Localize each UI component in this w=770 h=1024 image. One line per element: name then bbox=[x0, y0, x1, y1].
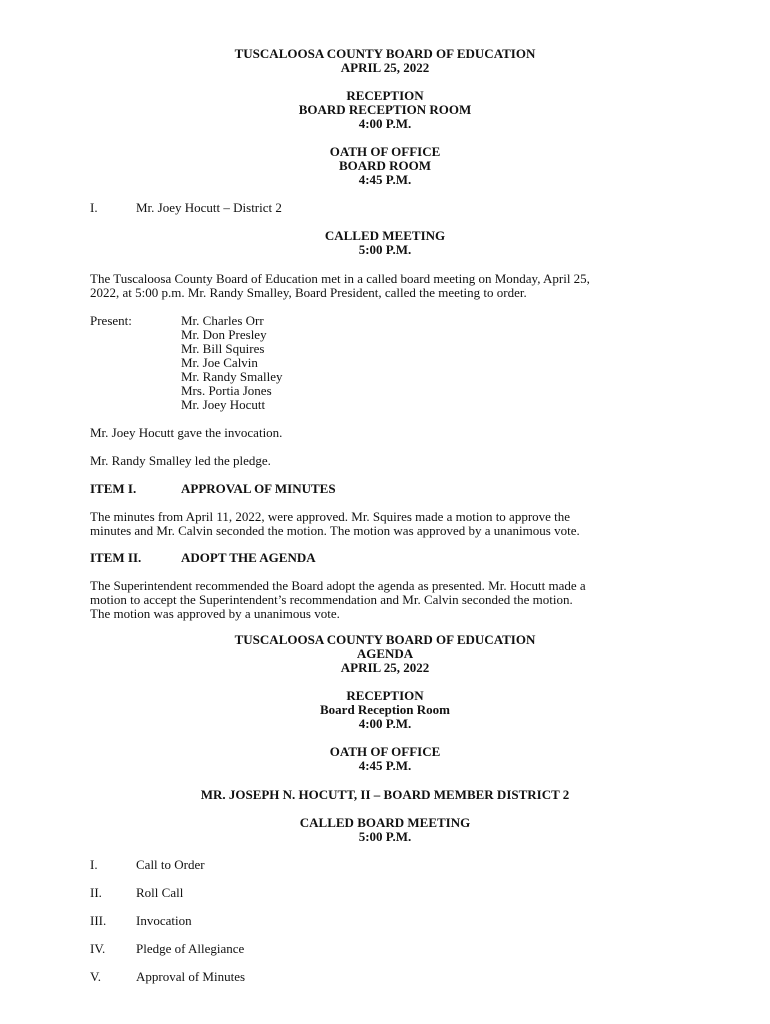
present-label: Present: bbox=[90, 313, 132, 328]
agenda-item-number: I. bbox=[90, 857, 98, 872]
present-member: Mr. Randy Smalley bbox=[181, 369, 283, 384]
page-title: TUSCALOOSA COUNTY BOARD OF EDUCATION bbox=[234, 46, 536, 61]
present-member: Mr. Don Presley bbox=[181, 327, 267, 342]
intro-line: The Tuscaloosa County Board of Education met in a called board meeting on Monday, April 25, bbox=[90, 271, 590, 286]
agenda-date: APRIL 25, 2022 bbox=[340, 660, 430, 675]
reception-time: 4:00 P.M. bbox=[358, 116, 412, 131]
item2-title: ADOPT THE AGENDA bbox=[181, 550, 316, 565]
item2-body-line: The Superintendent recommended the Board adopt the agenda as presented. Mr. Hocutt made a bbox=[90, 578, 586, 593]
meeting-date: APRIL 25, 2022 bbox=[340, 60, 430, 75]
present-member: Mr. Joey Hocutt bbox=[181, 397, 266, 412]
present-member: Mr. Bill Squires bbox=[181, 341, 265, 356]
agenda-item-number: V. bbox=[90, 969, 101, 984]
agenda-item-text: Pledge of Allegiance bbox=[136, 941, 245, 956]
agenda-reception-time: 4:00 P.M. bbox=[358, 716, 412, 731]
oath-time: 4:45 P.M. bbox=[358, 172, 412, 187]
agenda-called-time: 5:00 P.M. bbox=[358, 829, 412, 844]
item1-title: APPROVAL OF MINUTES bbox=[181, 481, 336, 496]
agenda-item-number: II. bbox=[90, 885, 102, 900]
agenda-reception-location: Board Reception Room bbox=[320, 702, 450, 717]
reception-heading: RECEPTION bbox=[346, 88, 424, 103]
item2-body-line: The motion was approved by a unanimous vote. bbox=[90, 606, 340, 621]
agenda-label: AGENDA bbox=[356, 646, 414, 661]
agenda-item-text: Call to Order bbox=[136, 857, 205, 872]
called-meeting-heading: CALLED MEETING bbox=[324, 228, 446, 243]
agenda-oath-time: 4:45 P.M. bbox=[358, 758, 412, 773]
oath-item-number: I. bbox=[90, 200, 98, 215]
agenda-item-number: III. bbox=[90, 913, 107, 928]
item1-number: ITEM I. bbox=[90, 481, 137, 496]
called-meeting-time: 5:00 P.M. bbox=[358, 242, 412, 257]
item1-body-line: minutes and Mr. Calvin seconded the motion. The motion was approved by a unanimous vote. bbox=[90, 523, 580, 538]
intro-line: 2022, at 5:00 p.m. Mr. Randy Smalley, Board President, called the meeting to order. bbox=[90, 285, 527, 300]
oath-item-text: Mr. Joey Hocutt – District 2 bbox=[136, 200, 282, 215]
agenda-item-text: Approval of Minutes bbox=[136, 969, 246, 984]
item2-body-line: motion to accept the Superintendent’s recommendation and Mr. Calvin seconded the motion. bbox=[90, 592, 573, 607]
invocation-note: Mr. Joey Hocutt gave the invocation. bbox=[90, 425, 283, 440]
item1-body-line: The minutes from April 11, 2022, were approved. Mr. Squires made a motion to approve the bbox=[90, 509, 571, 524]
oath-location: BOARD ROOM bbox=[338, 158, 432, 173]
oath-heading: OATH OF OFFICE bbox=[329, 144, 441, 159]
agenda-member-line: MR. JOSEPH N. HOCUTT, II – BOARD MEMBER DISTRICT 2 bbox=[200, 787, 570, 802]
present-member: Mr. Charles Orr bbox=[181, 313, 264, 328]
agenda-item-text: Roll Call bbox=[136, 885, 184, 900]
pledge-note: Mr. Randy Smalley led the pledge. bbox=[90, 453, 271, 468]
present-member: Mr. Joe Calvin bbox=[181, 355, 258, 370]
agenda-item-text: Invocation bbox=[136, 913, 192, 928]
item2-number: ITEM II. bbox=[90, 550, 142, 565]
agenda-title: TUSCALOOSA COUNTY BOARD OF EDUCATION bbox=[234, 632, 536, 647]
agenda-called-heading: CALLED BOARD MEETING bbox=[299, 815, 471, 830]
agenda-oath-heading: OATH OF OFFICE bbox=[329, 744, 441, 759]
agenda-item-number: IV. bbox=[90, 941, 106, 956]
reception-location: BOARD RECEPTION ROOM bbox=[298, 102, 472, 117]
present-member: Mrs. Portia Jones bbox=[181, 383, 272, 398]
agenda-reception-heading: RECEPTION bbox=[346, 688, 424, 703]
